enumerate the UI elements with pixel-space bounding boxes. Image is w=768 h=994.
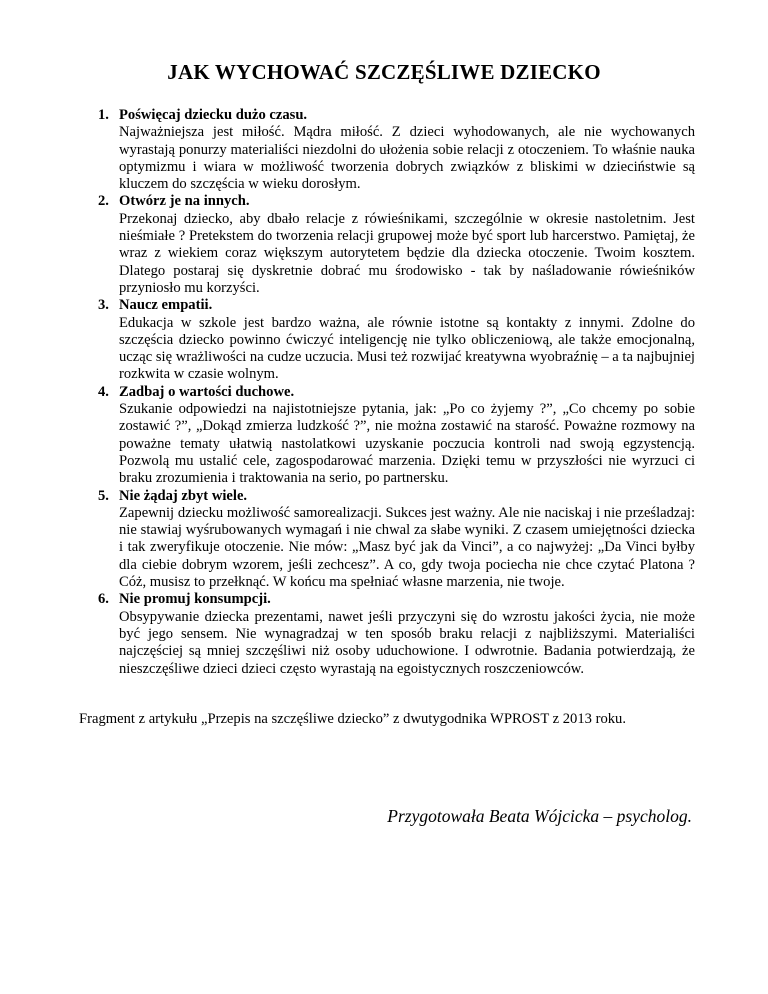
item-text: Szukanie odpowiedzi na najistotniejsze pytania, jak: „Po co żyjemy ?”, „Co chcemy po sobie zostawić ?”, „Dokąd zmierza ludzkość ?”, nie można zostawić na starość. Poważne rozmowy na poważne tematy ułatwią nastolatkowi uzyskanie poczucia kontroli nad swoją egzystencją. Pozwolą mu ustalić cele, zagospodarować marzenia. Dzięki temu w przyszłości nie wyrzuci ci braku zrozumienia i traktowania na serio, po partnersku.	[119, 401, 695, 487]
item-heading: Nie żądaj zbyt wiele.	[119, 487, 248, 504]
item-heading: Otwórz je na innych.	[119, 193, 250, 210]
advice-item-3	[89, 297, 695, 383]
source-note: Fragment z artykułu „Przepis na szczęśliwe dziecko” z dwutygodnika WPROST z 2013 roku.	[79, 711, 626, 727]
item-heading: Zadbaj o wartości duchowe.	[119, 383, 295, 400]
item-text: Najważniejsza jest miłość. Mądra miłość. Z dzieci wyhodowanych, ale nie wychowanych wyrastają ponurzy materialiści niezdolni do ułożenia sobie relacji z otoczeniem. To właśnie nauka optymizmu i wiara w możliwość tworzenia dobrych związków z bliskimi w dzieciństwie są kluczem do szczęścia w wieku dorosłym.	[119, 124, 695, 193]
advice-item-1	[89, 107, 695, 193]
item-text: Edukacja w szkole jest bardzo ważna, ale równie istotne są kontakty z innymi. Zdolne do szczęścia dziecko powinno ćwiczyć inteligencję nie tylko obliczeniową, ale także emocjonalną, ucząc się wrażliwości na cudze uczucia. Musi też rozwijać kreatywna wyobraźnię – a ta najbujniej rozkwita w czasie wolnym.	[119, 314, 695, 383]
item-number: 2.	[98, 193, 109, 210]
author-signature: Przygotowała Beata Wójcicka – psycholog.	[387, 806, 692, 826]
item-number: 3.	[98, 297, 109, 314]
item-text: Przekonaj dziecko, aby dbało relacje z rówieśnikami, szczególnie w okresie nastoletnim. Jest nieśmiałe ? Pretekstem do tworzenia relacji grupowej może być sport lub harcerstwo. Pamiętaj, że wraz z wiekiem coraz większym autorytetem będzie dla dziecka otoczenie. Twoim kosztem. Dlatego postaraj się dyskretnie dobrać mu środowisko - tak by naśladowanie rówieśników przyniosło mu korzyści.	[119, 210, 695, 296]
item-number: 6.	[98, 591, 109, 608]
item-heading: Poświęcaj dziecku dużo czasu.	[119, 107, 308, 123]
item-heading: Naucz empatii.	[119, 297, 213, 314]
item-number: 4.	[98, 383, 109, 400]
advice-item-2	[89, 193, 695, 297]
item-number: 1.	[98, 107, 109, 123]
advice-item-4	[89, 384, 695, 488]
item-heading: Nie promuj konsumpcji.	[119, 591, 271, 608]
advice-item-6	[89, 591, 695, 677]
advice-item-5	[89, 488, 695, 592]
item-number: 5.	[98, 487, 109, 504]
item-text: Obsypywanie dziecka prezentami, nawet jeśli przyczyni się do wzrostu jakości życia, nie może być jego sensem. Nie wynagradzaj w ten sposób braku relacji z najbliższymi. Materialiści najczęściej są mniej szczęśliwi niż osoby uduchowione. I odwrotnie. Badania potwierdzają, że nieszczęśliwe dzieci dzieci często wyrastają na egoistycznych roszczeniowców.	[119, 608, 695, 677]
advice-list	[89, 107, 695, 678]
item-text: Zapewnij dziecku możliwość samorealizacji. Sukces jest ważny. Ale nie naciskaj i nie prześladzaj: nie stawiaj wyśrubowanych wymagań i nie chwal za słabe wyniki. Z czasem umiejętności dziecka i tak zweryfikuje otoczenie. Nie mów: „Masz być jak da Vinci”, a co najwyżej: „Da Vinci byłby dla ciebie dobrym wzorem, jeśli zechcesz”. A co, gdy twoja pociecha nie chce czytać Platona ? Cóż, musisz to przełknąć. W końcu ma spełniać własne marzenia, nie twoje.	[119, 504, 695, 591]
document-title: JAK WYCHOWAĆ SZCZĘŚLIWE DZIECKO	[167, 60, 601, 84]
